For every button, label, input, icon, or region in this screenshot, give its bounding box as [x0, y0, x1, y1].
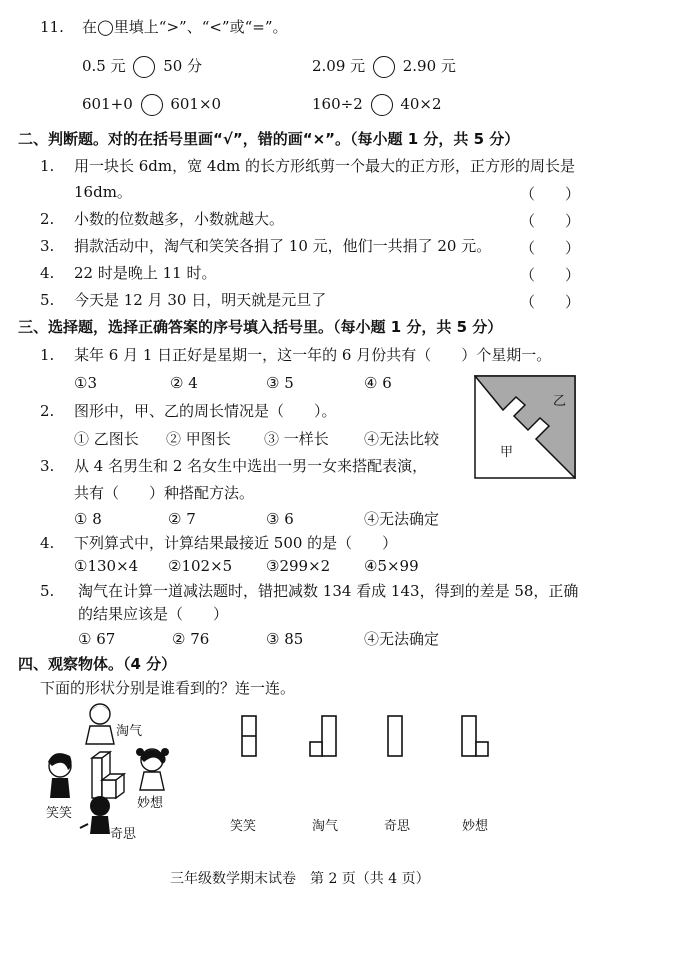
name-option-1[interactable]: 笑笑	[230, 819, 257, 834]
child-xiaoxiao	[48, 753, 72, 798]
section3-title: 三、选择题，选择正确答案的序号填入括号里。（每小题 1 分，共 5 分）	[18, 318, 503, 336]
child-taoqi	[86, 704, 114, 744]
view-shape-2[interactable]	[308, 714, 342, 758]
child-miaoxiang	[136, 748, 169, 790]
choice-3-option-3[interactable]: ③ 6	[266, 510, 294, 528]
choice-1-option-3[interactable]: ③ 5	[266, 374, 294, 392]
judge-1-text: 用一块长 6dm，宽 4dm 的长方形纸剪一个最大的正方形，正方形的周长是	[74, 157, 576, 175]
compare-right: 50 分	[163, 57, 203, 75]
compare-item-2	[312, 56, 456, 78]
choice-4-option-2[interactable]: ②102×5	[168, 557, 233, 575]
choice-3-option-4[interactable]: ④无法确定	[364, 510, 440, 528]
judge-1-answer[interactable]: （ ）	[520, 185, 581, 203]
caption-taoqi: 淘气	[116, 724, 143, 739]
compare-left: 2.09 元	[312, 57, 366, 75]
view-shape-3[interactable]	[386, 714, 406, 758]
label-yi: 乙	[553, 394, 567, 409]
section4-instruction: 下面的形状分别是谁看到的？连一连。	[40, 679, 296, 697]
choice-2-text: 图形中，甲、乙的周长情况是（ ）。	[74, 402, 337, 420]
choice-2-option-4[interactable]: ④无法比较	[364, 430, 440, 448]
compare-item-3	[82, 94, 221, 116]
judge-2-number: 2.	[40, 210, 55, 228]
choice-5-text-line2: 的结果应该是（ ）	[78, 605, 229, 623]
choice-3-text-line2: 共有（ ）种搭配方法。	[74, 484, 255, 502]
judge-4-answer[interactable]: （ ）	[520, 266, 581, 284]
choice-4-text: 下列算式中，计算结果最接近 500 的是（ ）	[74, 534, 398, 552]
choice-5-option-4[interactable]: ④无法确定	[364, 630, 440, 648]
view-shape-4[interactable]	[460, 714, 494, 758]
judge-5-number: 5.	[40, 291, 55, 309]
compare-left: 160÷2	[312, 95, 363, 113]
judge-3-text: 捐款活动中，淘气和笑笑各捐了 10 元，他们一共捐了 20 元。	[74, 237, 492, 255]
label-jia: 甲	[500, 445, 514, 460]
choice-1-option-1[interactable]: ①3	[74, 374, 97, 392]
choice-4-number: 4.	[40, 534, 55, 552]
page-footer: 三年级数学期末试卷 第 2 页（共 4 页）	[170, 871, 430, 887]
compare-right: 2.90 元	[402, 57, 456, 75]
compare-left: 0.5 元	[82, 57, 126, 75]
choice-5-number: 5.	[40, 582, 55, 600]
view-shape-1[interactable]	[240, 714, 260, 758]
block-stack	[92, 752, 124, 798]
choice-3-option-2[interactable]: ② 7	[168, 510, 196, 528]
caption-qisi: 奇思	[110, 827, 137, 842]
choice-4-option-1[interactable]: ①130×4	[74, 557, 139, 575]
name-option-4[interactable]: 妙想	[462, 819, 489, 834]
answer-circle[interactable]	[133, 56, 155, 78]
compare-right: 40×2	[400, 95, 442, 113]
choice-5-text: 淘气在计算一道减法题时，错把减数 134 看成 143，得到的差是 58，正确	[78, 582, 579, 600]
choice-5-option-2[interactable]: ② 76	[172, 630, 210, 648]
compare-item-4	[312, 94, 442, 116]
name-option-2[interactable]: 淘气	[312, 819, 339, 834]
compare-item-1	[82, 56, 202, 78]
choice-2-number: 2.	[40, 402, 55, 420]
choice-1-text: 某年 6 月 1 日正好是星期一，这一年的 6 月份共有（ ）个星期一。	[74, 346, 552, 364]
section4-title: 四、观察物体。（4 分）	[18, 655, 177, 673]
caption-miaoxiang: 妙想	[137, 796, 164, 811]
section2-title: 二、判断题。对的在括号里画“√”，错的画“×”。（每小题 1 分，共 5 分）	[18, 130, 520, 148]
choice-4-option-3[interactable]: ③299×2	[266, 557, 331, 575]
choice-2-option-1[interactable]: ① 乙图长	[74, 430, 139, 448]
judge-1-text-line2: 16dm。	[74, 183, 132, 201]
name-option-3[interactable]: 奇思	[384, 819, 411, 834]
judge-3-answer[interactable]: （ ）	[520, 239, 581, 257]
answer-circle[interactable]	[373, 56, 395, 78]
caption-xiaoxiao: 笑笑	[46, 806, 73, 821]
judge-2-text: 小数的位数越多，小数就越大。	[74, 210, 285, 228]
answer-circle[interactable]	[141, 94, 163, 116]
answer-circle[interactable]	[371, 94, 393, 116]
judge-4-number: 4.	[40, 264, 55, 282]
judge-5-answer[interactable]: （ ）	[520, 293, 581, 311]
compare-right: 601×0	[170, 95, 222, 113]
judge-3-number: 3.	[40, 237, 55, 255]
judge-5-text: 今天是 12 月 30 日，明天就是元旦了	[74, 291, 327, 309]
judge-2-answer[interactable]: （ ）	[520, 212, 581, 230]
q11-number: 11.	[40, 18, 64, 36]
judge-1-number: 1.	[40, 157, 55, 175]
choice-2-option-2[interactable]: ② 甲图长	[166, 430, 231, 448]
choice-1-number: 1.	[40, 346, 55, 364]
q11-instruction: 在◯里填上“>”、“<”或“=”。	[82, 18, 288, 36]
child-qisi	[80, 796, 110, 834]
compare-left: 601+0	[82, 95, 133, 113]
choice-3-text: 从 4 名男生和 2 名女生中选出一男一女来搭配表演，	[74, 457, 428, 475]
choice-1-option-2[interactable]: ② 4	[170, 374, 198, 392]
choice-5-option-3[interactable]: ③ 85	[266, 630, 304, 648]
choice-1-option-4[interactable]: ④ 6	[364, 374, 392, 392]
choice-2-option-3[interactable]: ③ 一样长	[264, 430, 329, 448]
choice-3-number: 3.	[40, 457, 55, 475]
choice-4-option-4[interactable]: ④5×99	[364, 557, 419, 575]
choice-5-option-1[interactable]: ① 67	[78, 630, 116, 648]
choice-3-option-1[interactable]: ① 8	[74, 510, 102, 528]
judge-4-text: 22 时是晚上 11 时。	[74, 264, 217, 282]
